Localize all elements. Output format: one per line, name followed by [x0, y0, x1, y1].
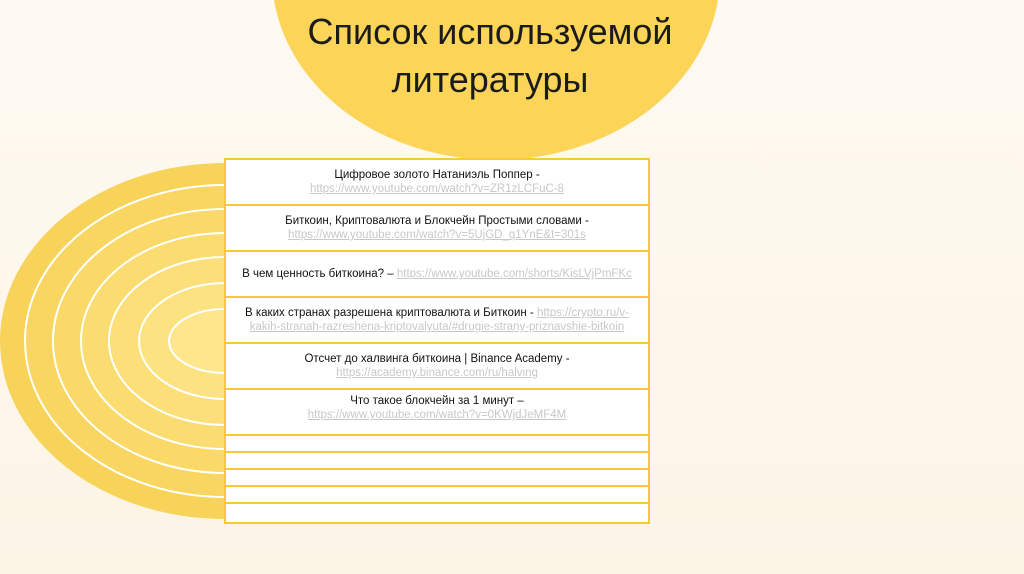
- title-line-2: литературы: [391, 59, 589, 100]
- reference-link[interactable]: https://www.youtube.com/watch?v=5UjGD_q1YnE&t=301s: [288, 229, 586, 241]
- references-list: [224, 158, 650, 524]
- empty-row: [226, 487, 648, 504]
- title-line-1: Список используемой: [307, 11, 673, 52]
- reference-item: Биткоин, Криптовалюта и Блокчейн Простыми словами - https://www.youtube.com/watch?v=5UjGD_q1YnE&t=301s: [226, 206, 648, 252]
- empty-row: [226, 470, 648, 487]
- reference-item: В чем ценность биткоина? – https://www.youtube.com/shorts/KisLVjPmFKc: [226, 252, 648, 298]
- reference-item: Цифровое золото Натаниэль Поппер - https://www.youtube.com/watch?v=ZR1zLCFuC-8: [226, 160, 648, 206]
- empty-row: [226, 453, 648, 470]
- reference-link[interactable]: https://crypto.ru/v-kakih-stranah-razreshena-kriptovalyuta/#drugie-strany-priznavshie-bitkoin: [249, 307, 629, 333]
- reference-item: В каких странах разрешена криптовалюта и Биткоин - https://crypto.ru/v-kakih-stranah-razreshena-kriptovalyuta/#drugie-strany-priznavshie-bitkoin: [226, 298, 648, 344]
- reference-link[interactable]: https://www.youtube.com/shorts/KisLVjPmFKc: [396, 268, 632, 280]
- reference-link[interactable]: https://www.youtube.com/watch?v=0KWjdJeMF4M: [307, 409, 567, 421]
- reference-link[interactable]: https://www.youtube.com/watch?v=ZR1zLCFuC-8: [309, 183, 565, 195]
- empty-row: [226, 436, 648, 453]
- reference-link[interactable]: https://academy.binance.com/ru/halving: [336, 367, 538, 379]
- reference-item: Отсчет до халвинга биткоина | Binance Academy - https://academy.binance.com/ru/halving: [226, 344, 648, 390]
- reference-item: Что такое блокчейн за 1 минут – https://www.youtube.com/watch?v=0KWjdJeMF4M: [226, 390, 648, 436]
